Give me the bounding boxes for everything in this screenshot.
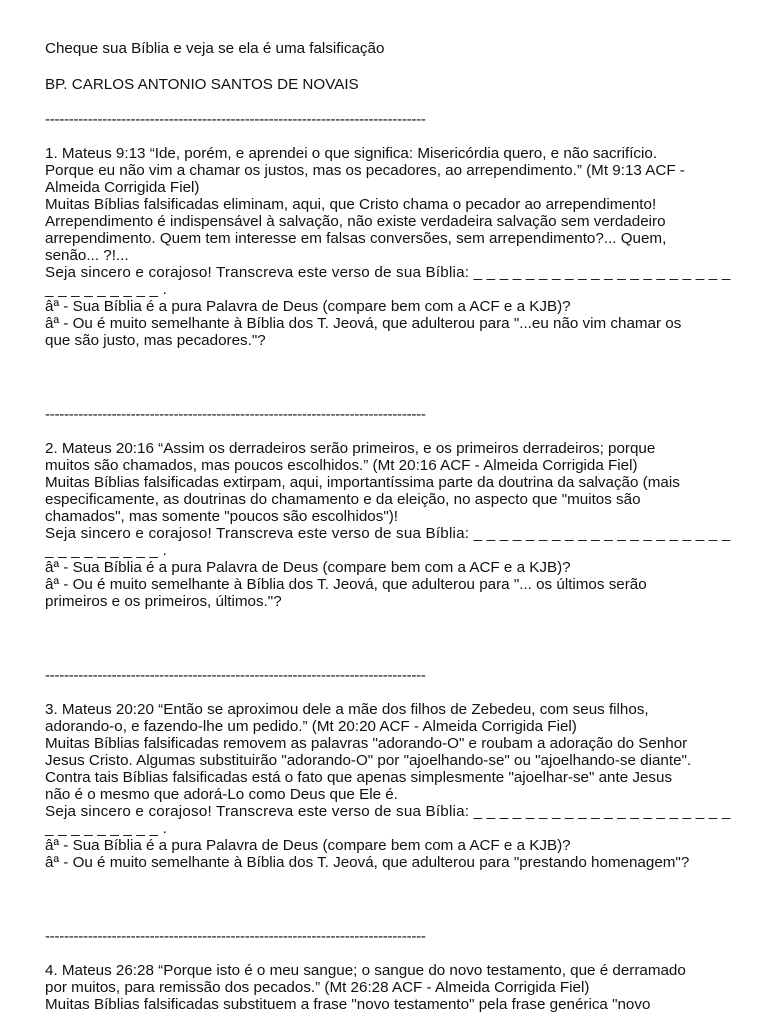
section-4: [45, 962, 735, 1013]
transcribe-blanks: _ _ _ _ _ _ _ _ _ .: [45, 281, 168, 298]
commentary-line: Muitas Bíblias falsificadas extirpam, aqui, importantíssima parte da doutrina da salvação (mais: [45, 474, 680, 491]
commentary-line: não é o mesmo que adorá-Lo como Deus que Ele é.: [45, 786, 398, 803]
commentary-line: Contra tais Bíblias falsificadas está o fato que apenas simplesmente "ajoelhar-se" ante Jesus: [45, 769, 673, 786]
question-line: que são justo, mas pecadores."?: [45, 332, 266, 349]
verse-line: adorando-o, e fazendo-lhe um pedido.” (Mt 20:20 ACF - Almeida Corrigida Fiel): [45, 718, 577, 735]
verse-line: Almeida Corrigida Fiel): [45, 179, 200, 196]
question-line: âª - Ou é muito semelhante à Bíblia dos T. Jeová, que adulterou para "...eu não vim chamar os: [45, 315, 682, 332]
verse-line: 4. Mateus 26:28 “Porque isto é o meu sangue; o sangue do novo testamento, que é derramado: [45, 962, 686, 979]
document-page: [45, 36, 735, 1013]
commentary-line: Muitas Bíblias falsificadas removem as palavras "adorando-O" e roubam a adoração do Senhor: [45, 735, 688, 752]
question-line: primeiros e os primeiros, últimos."?: [45, 593, 282, 610]
document-title: Cheque sua Bíblia e veja se ela é uma falsificação: [45, 40, 385, 57]
transcribe-prompt: Seja sincero e corajoso! Transcreva este verso de sua Bíblia: _ _ _ _ _ _ _ _ _ _ _ _ _ _ _ _ _ _ _ _: [45, 525, 731, 542]
verse-line: 1. Mateus 9:13 “Ide, porém, e aprendei o que significa: Misericórdia quero, e não sacrifício.: [45, 145, 658, 162]
question-line: âª - Sua Bíblia é a pura Palavra de Deus (compare bem com a ACF e a KJB)?: [45, 298, 571, 315]
commentary-line: Muitas Bíblias falsificadas substituem a frase "novo testamento" pela frase genérica "novo: [45, 996, 651, 1013]
commentary-line: especificamente, as doutrinas do chamamento e da eleição, no aspecto que "muitos são: [45, 491, 641, 508]
verse-line: Porque eu não vim a chamar os justos, mas os pecadores, ao arrependimento.” (Mt 9:13 ACF -: [45, 162, 685, 179]
transcribe-prompt: Seja sincero e corajoso! Transcreva este verso de sua Bíblia: _ _ _ _ _ _ _ _ _ _ _ _ _ _ _ _ _ _ _ _: [45, 803, 731, 820]
verse-line: por muitos, para remissão dos pecados.” (Mt 26:28 ACF - Almeida Corrigida Fiel): [45, 979, 590, 996]
section-separator: --------------------------------------------------------------------------------: [45, 111, 426, 128]
transcribe-blanks: _ _ _ _ _ _ _ _ _ .: [45, 820, 168, 837]
transcribe-blanks: _ _ _ _ _ _ _ _ _ .: [45, 542, 168, 559]
section-3: [45, 701, 735, 871]
document-author: BP. CARLOS ANTONIO SANTOS DE NOVAIS: [45, 76, 359, 93]
question-line: âª - Sua Bíblia é a pura Palavra de Deus (compare bem com a ACF e a KJB)?: [45, 559, 571, 576]
verse-line: 3. Mateus 20:20 “Então se aproximou dele a mãe dos filhos de Zebedeu, com seus filhos,: [45, 701, 649, 718]
section-separator: --------------------------------------------------------------------------------: [45, 667, 426, 684]
transcribe-prompt: Seja sincero e corajoso! Transcreva este verso de sua Bíblia: _ _ _ _ _ _ _ _ _ _ _ _ _ _ _ _ _ _ _ _: [45, 264, 731, 281]
question-line: âª - Sua Bíblia é a pura Palavra de Deus (compare bem com a ACF e a KJB)?: [45, 837, 571, 854]
verse-line: 2. Mateus 20:16 “Assim os derradeiros serão primeiros, e os primeiros derradeiros; porque: [45, 440, 656, 457]
section-separator: --------------------------------------------------------------------------------: [45, 406, 426, 423]
commentary-line: arrependimento. Quem tem interesse em falsas conversões, sem arrependimento?... Quem,: [45, 230, 667, 247]
section-1: [45, 145, 735, 349]
commentary-line: Muitas Bíblias falsificadas eliminam, aqui, que Cristo chama o pecador ao arrependimento!: [45, 196, 657, 213]
commentary-line: chamados", mas somente "poucos são escolhidos")!: [45, 508, 399, 525]
section-separator: --------------------------------------------------------------------------------: [45, 928, 426, 945]
question-line: âª - Ou é muito semelhante à Bíblia dos T. Jeová, que adulterou para "... os últimos serão: [45, 576, 647, 593]
verse-line: muitos são chamados, mas poucos escolhidos.” (Mt 20:16 ACF - Almeida Corrigida Fiel): [45, 457, 638, 474]
section-2: [45, 440, 735, 610]
commentary-line: senão... ?!...: [45, 247, 129, 264]
commentary-line: Jesus Cristo. Algumas substituirão "adorando-O" por "ajoelhando-se" ou "ajoelhando-se diante".: [45, 752, 692, 769]
question-line: âª - Ou é muito semelhante à Bíblia dos T. Jeová, que adulterou para "prestando homenagem"?: [45, 854, 690, 871]
commentary-line: Arrependimento é indispensável à salvação, não existe verdadeira salvação sem verdadeiro: [45, 213, 666, 230]
